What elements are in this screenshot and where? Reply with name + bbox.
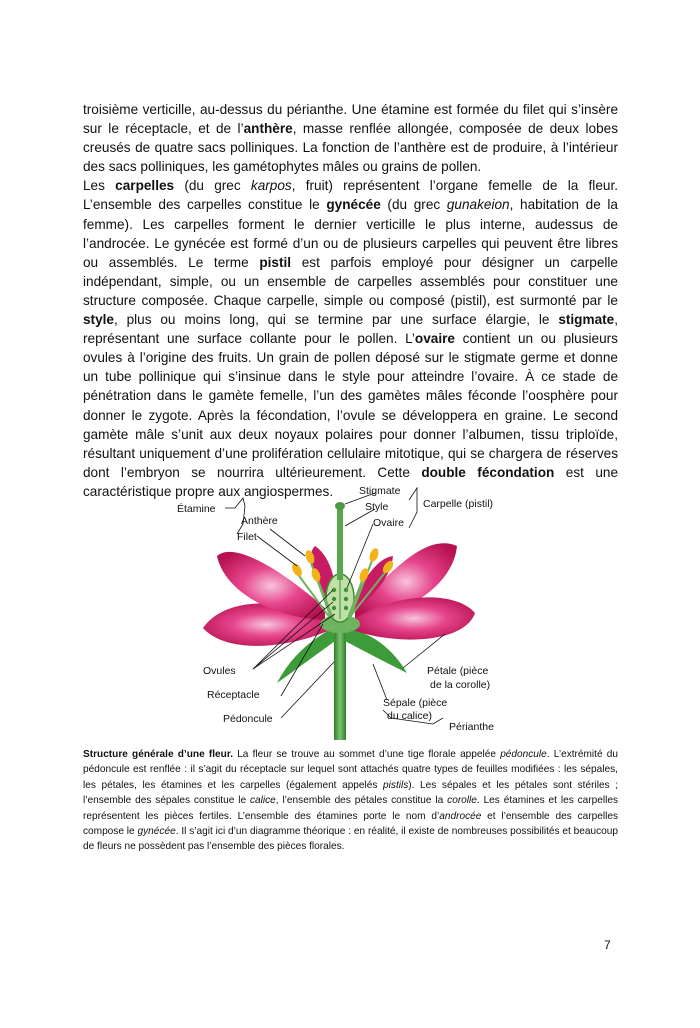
page-number: 7 (604, 938, 611, 952)
style (337, 508, 343, 580)
label-petale-line2: de la corolle) (430, 679, 491, 691)
bold-term: pistil (259, 254, 292, 270)
label-sepale-line2: du calice) (387, 710, 432, 722)
italic-term: karpos (250, 178, 292, 194)
label-ovaire: Ovaire (373, 517, 404, 529)
stigma (335, 502, 345, 510)
bold-term: style (83, 312, 114, 328)
body-text (83, 100, 618, 501)
bold-term: gynécée (326, 197, 381, 213)
stem (334, 618, 346, 740)
label-etamine: Étamine (177, 503, 216, 515)
bold-term: carpelles (115, 178, 175, 194)
italic-term: gynécée (137, 826, 176, 838)
ovule (344, 597, 348, 601)
italic-term: corolle (447, 795, 477, 807)
ovule (344, 588, 348, 592)
caption-text: Structure générale d’une fleur. La fleur se trouve au sommet d’une tige florale appelée pédoncule. L’extrémité du pédoncule est renflée : il s’agit du réceptacle sur lequel sont attachés quatre types de feuilles modifiées : les sépales, les pétales, les étamines et les carpelles (également appelés pistils). Les sépales et les pétales sont stériles ; l’ensemble des sépales constitue le calice, l’ensemble des pétales constitue la corolle. Les étamines et les carpelles représentent les pièces fertiles. L’ensemble des étamines porte le nom d’androcée et l’ensemble des carpelles compose le gynécée. Il s’agit ici d’un diagramme théorique : en réalité, il existe de nombreuses possibilités et beaucoup de fleurs ne possèdent pas l’ensemble des pièces florales. (83, 749, 619, 853)
label-receptacle: Réceptacle (207, 689, 260, 701)
italic-term: gunakeion (446, 197, 510, 213)
italic-term: calice (249, 795, 276, 807)
label-filet: Filet (237, 531, 257, 543)
ovule (344, 606, 348, 610)
paragraph-carpels: Les carpelles (du grec karpos, fruit) représentent l’organe femelle de la fleur. L’ensemble des carpelles constitue le gynécée (du grec gunakeion, habitation de la femme). Les carpelles forment le dernier verticille le plus interne, audessus de l’androcée. Le gynécée est formé d’un ou de plusieurs carpelles qui peuvent être libres ou assemblés. Le terme pistil est parfois employé pour désigner un carpelle indépendant, simple, ou un ensemble de carpelles assemblés pour constituer une structure composée. Chaque carpelle, simple ou composé (pistil), est surmonté par le style, plus ou moins long, qui se termine par une surface élargie, le stigmate, représentant une surface collante pour le pollen. L’ovaire contient un ou plusieurs ovules à l’origine des fruits. Un grain de pollen déposé sur le stigmate germe et donne un tube pollinique qui s’insinue dans le style pour atteindre l’ovaire. À ce stade de pénétration dans le gamète femelle, l’un des gamètes mâles féconde l’oosphère pour donner le zygote. Après la fécondation, l’ovule se développera en graine. Le second gamète mâle s’unit aux deux noyaux polaires pour donner l’albumen, tissu triploïde, résultant uniquement d’une prolifération cellulaire mitotique, qui se chargera de réserves dont l’embryon se nourrira ultérieurement. Cette double fécondation est une caractéristique propre aux angiospermes. (83, 178, 618, 499)
bold-term: double fécondation (421, 464, 555, 480)
label-carpelle: Carpelle (pistil) (423, 498, 494, 510)
italic-term: androcée (439, 810, 482, 822)
label-sepale-line1: Sépale (pièce (383, 697, 448, 709)
label-style: Style (365, 501, 389, 513)
anther (290, 562, 304, 578)
bold-term: Structure générale d’une fleur. (83, 749, 233, 760)
ovule (332, 597, 336, 601)
label-pedoncule: Pédoncule (223, 713, 273, 725)
flower-diagram (165, 478, 535, 740)
ovule (332, 606, 336, 610)
label-stigmate: Stigmate (359, 485, 401, 497)
paragraph-stamens: troisième verticille, au-dessus du périanthe. Une étamine est formée du filet qui s’insère sur le réceptacle, et de l’anthère, masse renflée allongée, composée de deux lobes creusés de quatre sacs polliniques. La fonction de l’anthère est de produire, à l’intérieur des sacs polliniques, les gamétophytes mâles ou grains de pollen. (83, 102, 619, 175)
anther (368, 547, 380, 563)
label-ovules: Ovules (203, 665, 236, 677)
figure-caption (83, 747, 618, 855)
italic-term: pédoncule (500, 749, 547, 760)
bold-term: stigmate (558, 312, 615, 328)
bold-term: anthère (243, 121, 293, 137)
label-anthere: Anthère (241, 515, 278, 527)
bold-term: ovaire (414, 331, 455, 347)
italic-term: pistils (383, 779, 409, 791)
label-petale-line1: Pétale (pièce (427, 665, 489, 677)
label-perianthe: Périanthe (449, 721, 494, 733)
